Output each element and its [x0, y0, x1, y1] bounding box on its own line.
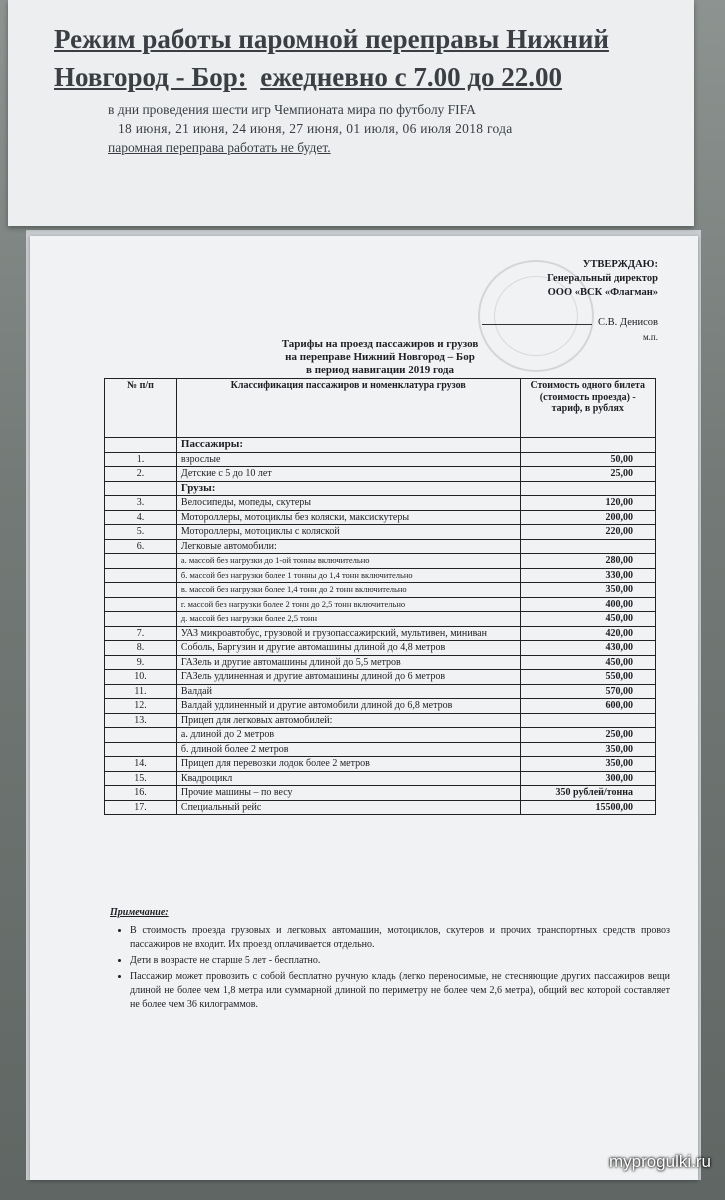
- row-number: [105, 554, 177, 569]
- table-row: [105, 728, 656, 743]
- approval-position: Генеральный директор: [547, 273, 658, 284]
- table-row: [105, 699, 656, 714]
- schedule-headline: [54, 20, 694, 96]
- table-row: [105, 554, 656, 569]
- table-row: [105, 771, 656, 786]
- headline-line-2: [54, 58, 694, 96]
- notice-sub-line-2: 18 июня, 21 июня, 24 июня, 27 июня, 01 июля, 06 июля 2018 года: [118, 121, 513, 136]
- row-number: 10.: [105, 670, 177, 685]
- row-number: 2.: [105, 467, 177, 482]
- headline-hours: ежедневно с 7.00 до 22.00: [260, 62, 563, 92]
- headline-route: Новгород - Бор:: [54, 62, 247, 92]
- row-price: [520, 539, 655, 554]
- row-classification: Мотороллеры, мотоциклы без коляски, максискутеры: [176, 510, 520, 525]
- row-classification: Прицеп для перевозки лодок более 2 метров: [176, 757, 520, 772]
- row-price: 400,00: [520, 597, 655, 612]
- row-number: 8.: [105, 641, 177, 656]
- tariff-sheet: [30, 236, 698, 1180]
- table-row: [105, 539, 656, 554]
- schedule-notice: [8, 0, 694, 226]
- notes-list: [110, 924, 670, 1012]
- approval-title: УТВЕРЖДАЮ:: [582, 259, 658, 270]
- row-price: 200,00: [520, 510, 655, 525]
- row-classification: взрослые: [176, 452, 520, 467]
- row-classification: Прицеп для легковых автомобилей:: [176, 713, 520, 728]
- table-row: [105, 452, 656, 467]
- approval-block: [482, 258, 658, 344]
- row-price: 450,00: [520, 612, 655, 627]
- row-classification: Квадроцикл: [176, 771, 520, 786]
- row-number: 14.: [105, 757, 177, 772]
- table-row: [105, 786, 656, 801]
- row-price: 430,00: [520, 641, 655, 656]
- table-header-row: [105, 379, 656, 438]
- signature-line: [482, 324, 592, 325]
- row-price: 25,00: [520, 467, 655, 482]
- row-number: [105, 481, 177, 496]
- tariff-table: [104, 378, 656, 815]
- table-row: [105, 742, 656, 757]
- row-number: [105, 597, 177, 612]
- table-row: [105, 655, 656, 670]
- row-number: 17.: [105, 800, 177, 815]
- row-classification: ГАЗель удлиненная и другие автомашины длиной до 6 метров: [176, 670, 520, 685]
- table-row: [105, 525, 656, 540]
- row-classification: Валдай удлиненный и другие автомобили длиной до 6,8 метров: [176, 699, 520, 714]
- row-number: [105, 438, 177, 453]
- row-classification: Грузы:: [176, 481, 520, 496]
- row-number: 12.: [105, 699, 177, 714]
- row-price: [520, 713, 655, 728]
- row-number: 16.: [105, 786, 177, 801]
- row-classification: Специальный рейс: [176, 800, 520, 815]
- table-row: [105, 438, 656, 453]
- site-watermark: myprogulki.ru: [608, 1152, 711, 1171]
- title-line-3: в период навигации 2019 года: [306, 364, 454, 376]
- row-number: [105, 568, 177, 583]
- row-classification: Детские с 5 до 10 лет: [176, 467, 520, 482]
- row-number: 5.: [105, 525, 177, 540]
- row-classification: б. массой без нагрузки более 1 тонны до 1,4 тонн включительно: [176, 568, 520, 583]
- row-price: 570,00: [520, 684, 655, 699]
- row-classification: ГАЗель и другие автомашины длиной до 5,5 метров: [176, 655, 520, 670]
- notice-sub-line-3: паромная переправа работать не будет.: [108, 140, 331, 155]
- note-item: • Дети в возрасте не старше 5 лет - бесплатно.: [130, 954, 670, 968]
- row-number: 1.: [105, 452, 177, 467]
- notes-title: Примечание:: [110, 907, 169, 918]
- row-number: [105, 742, 177, 757]
- row-classification: Легковые автомобили:: [176, 539, 520, 554]
- row-number: 11.: [105, 684, 177, 699]
- notice-sub-line-1: в дни проведения шести игр Чемпионата мира по футболу FIFA: [108, 102, 476, 117]
- row-number: 4.: [105, 510, 177, 525]
- table-row: [105, 583, 656, 598]
- row-price: 220,00: [520, 525, 655, 540]
- row-classification: а. длиной до 2 метров: [176, 728, 520, 743]
- row-number: 7.: [105, 626, 177, 641]
- tariff-table-body: [105, 438, 656, 815]
- title-line-1: Тарифы на проезд пассажиров и грузов: [281, 338, 479, 350]
- row-classification: г. массой без нагрузки более 2 тонн до 2,5 тонн включительно: [176, 597, 520, 612]
- row-price: 250,00: [520, 728, 655, 743]
- header-number: № п/п: [105, 379, 177, 438]
- row-price: [520, 438, 655, 453]
- table-row: [105, 496, 656, 511]
- document-title: [230, 338, 530, 377]
- table-row: [105, 612, 656, 627]
- row-classification: Валдай: [176, 684, 520, 699]
- row-price: 600,00: [520, 699, 655, 714]
- row-price: 120,00: [520, 496, 655, 511]
- row-number: 3.: [105, 496, 177, 511]
- row-classification: д. массой без нагрузки более 2,5 тонн: [176, 612, 520, 627]
- notice-subtext: [108, 100, 668, 157]
- row-price: 350,00: [520, 757, 655, 772]
- row-number: 15.: [105, 771, 177, 786]
- row-price: 350,00: [520, 583, 655, 598]
- row-classification: Пассажиры:: [176, 438, 520, 453]
- table-row: [105, 757, 656, 772]
- seal-label: м.п.: [642, 332, 658, 342]
- row-price: [520, 481, 655, 496]
- row-classification: в. массой без нагрузки более 1,4 тонн до 2 тонн включительно: [176, 583, 520, 598]
- row-classification: Соболь, Баргузин и другие автомашины длиной до 4,8 метров: [176, 641, 520, 656]
- table-row: [105, 481, 656, 496]
- notes-section: [110, 906, 670, 1014]
- row-number: [105, 612, 177, 627]
- table-row: [105, 670, 656, 685]
- approval-company: ООО «ВСК «Флагман»: [547, 287, 658, 298]
- row-classification: УАЗ микроавтобус, грузовой и грузопассажирский, мультивен, миниван: [176, 626, 520, 641]
- row-classification: Прочие машины – по весу: [176, 786, 520, 801]
- header-classification: Классификация пассажиров и номенклатура грузов: [176, 379, 520, 438]
- row-price: 15500,00: [520, 800, 655, 815]
- row-price: 350 рублей/тонна: [520, 786, 655, 801]
- note-item: • В стоимость проезда грузовых и легковых автомашин, мотоциклов, скутеров и прочих транспортных средств провоз пассажиров не входит. Их проезд оплачивается отдельно.: [130, 924, 670, 952]
- row-price: 550,00: [520, 670, 655, 685]
- table-row: [105, 510, 656, 525]
- row-price: 50,00: [520, 452, 655, 467]
- table-row: [105, 568, 656, 583]
- table-row: [105, 684, 656, 699]
- row-number: 6.: [105, 539, 177, 554]
- table-row: [105, 800, 656, 815]
- row-price: 300,00: [520, 771, 655, 786]
- row-price: 350,00: [520, 742, 655, 757]
- note-item: • Пассажир может провозить с собой бесплатно ручную кладь (легко переносимые, не стесняющие других пассажиров вещи длиной не более чем 1,8 метра или суммарной длиной по периметру не более чем 2,6 метра), общий вес которой составляет не более чем 36 килограммов.: [130, 970, 670, 1012]
- row-number: [105, 728, 177, 743]
- row-price: 450,00: [520, 655, 655, 670]
- approval-signature: [482, 316, 658, 330]
- row-number: 13.: [105, 713, 177, 728]
- approval-signer: С.В. Денисов: [598, 317, 658, 328]
- table-row: [105, 641, 656, 656]
- table-row: [105, 713, 656, 728]
- title-line-2: на переправе Нижний Новгород – Бор: [285, 351, 475, 363]
- table-row: [105, 626, 656, 641]
- table-row: [105, 597, 656, 612]
- row-classification: Мотороллеры, мотоциклы с коляской: [176, 525, 520, 540]
- row-number: [105, 583, 177, 598]
- row-classification: Велосипеды, мопеды, скутеры: [176, 496, 520, 511]
- row-classification: б. длиной более 2 метров: [176, 742, 520, 757]
- row-number: 9.: [105, 655, 177, 670]
- headline-line-1: Режим работы паромной переправы Нижний: [54, 24, 609, 54]
- table-row: [105, 467, 656, 482]
- row-price: 420,00: [520, 626, 655, 641]
- row-price: 330,00: [520, 568, 655, 583]
- row-classification: а. массой без нагрузки до 1-ой тонны включительно: [176, 554, 520, 569]
- header-price: Стоимость одного билета (стоимость проезда) - тариф, в рублях: [520, 379, 655, 438]
- row-price: 280,00: [520, 554, 655, 569]
